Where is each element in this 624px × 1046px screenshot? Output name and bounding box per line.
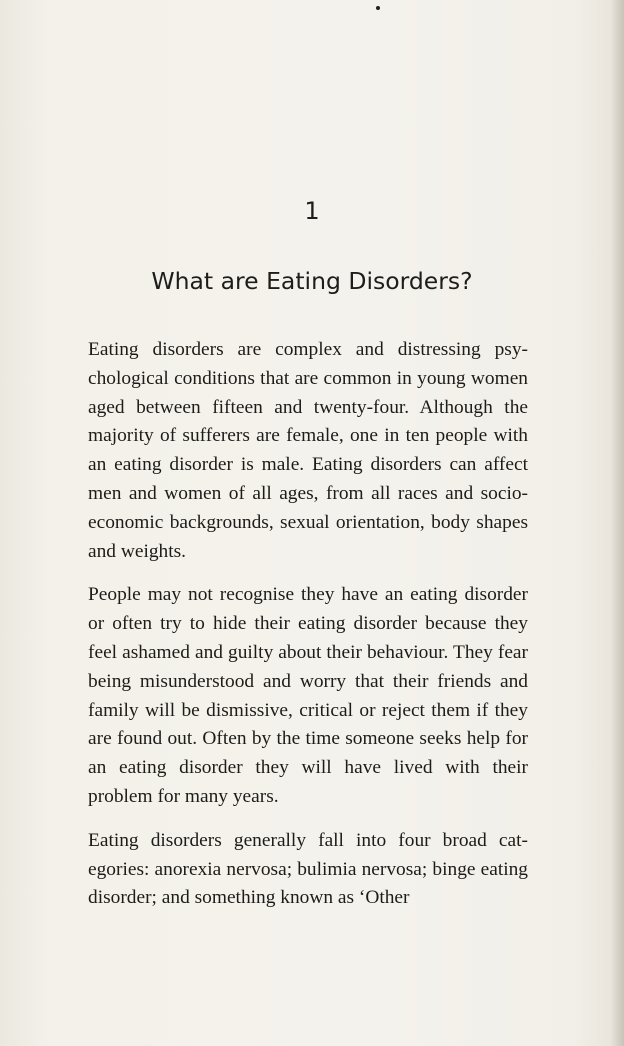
paragraph: Eating disorders generally fall into four broad categories: anorexia nervosa; bulimia nervosa; binge eating disorder; and something known as ‘Other (88, 829, 528, 909)
paragraph: People may not recognise they have an eating disorder or often try to hide their eating disorder because they feel ashamed and guilty about their behaviour. They fear being misunderstood and worry that their friends and family will be dismissive, critical or reject them if they are found out. Often by the time someone seeks help for an eating disorder they will have lived with their problem for many years. (88, 584, 528, 807)
chapter-number: 1 (304, 197, 320, 225)
ink-speck (376, 6, 380, 10)
paragraph: Eating disorders are complex and distressing psychological conditions that are common in young women aged between fifteen and twenty-four. Although the majority of sufferers are female, one in ten people with an eating disorder is male. Eating disorders can affect men and women of all ages, from all races and socio-economic backgrounds, sexual orientation, body shapes and weights. (88, 339, 528, 562)
chapter-title: What are Eating Disorders? (151, 267, 473, 295)
chapter-body (88, 336, 528, 928)
page-edge-shadow (610, 0, 624, 1046)
